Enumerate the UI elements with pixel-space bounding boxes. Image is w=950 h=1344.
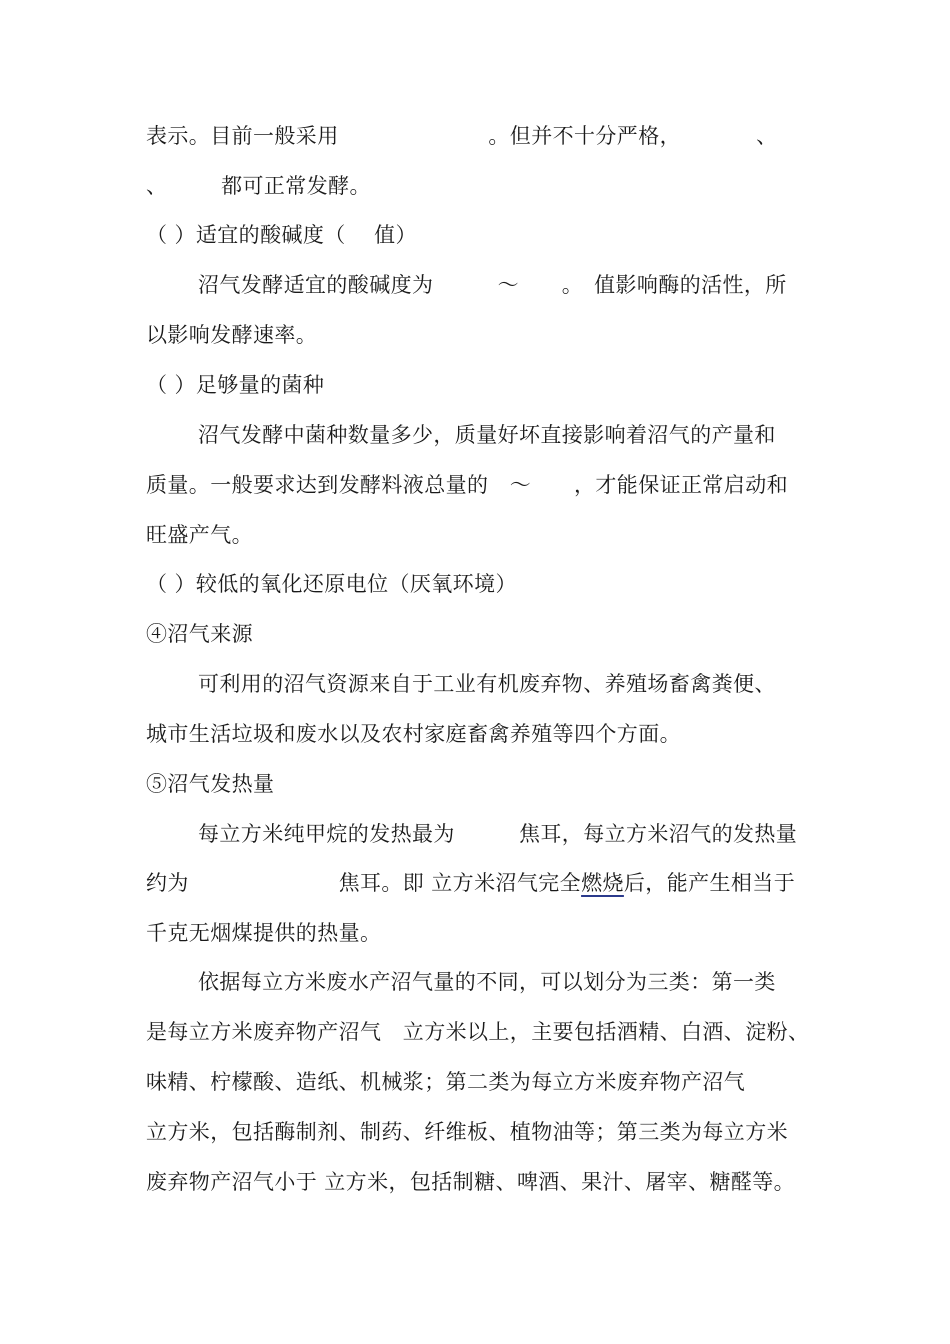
underlined-word: 燃烧 — [581, 871, 624, 895]
section-heading: ⑤沼气发热量 — [146, 772, 275, 796]
paragraph-line: 可利用的沼气资源来自于工业有机废弃物、养殖场畜禽粪便、 — [198, 672, 776, 696]
paragraph-line: 废弃物产沼气小于 立方米，包括制糖、啤酒、果汁、屠宰、糖醛等。 — [146, 1170, 796, 1194]
paragraph-line: 、 都可正常发酵。 — [146, 174, 371, 198]
paragraph-line: 质量。一般要求达到发酵料液总量的 ～ ，才能保证正常启动和 — [146, 473, 788, 497]
paragraph-text: 约为 焦耳。即 立方米沼气完全 — [146, 871, 582, 895]
section-heading: ④沼气来源 — [146, 622, 253, 646]
paragraph-line: 立方米，包括酶制剂、制药、纤维板、植物油等；第三类为每立方米 — [146, 1120, 788, 1144]
paragraph-line — [146, 869, 795, 897]
section-heading: （ ）适宜的酸碱度（ 值） — [146, 223, 417, 247]
paragraph-text: 后，能产生相当于 — [623, 871, 796, 895]
paragraph-line: 依据每立方米废水产沼气量的不同，可以划分为三类：第一类 — [198, 970, 776, 994]
section-heading: （ ）足够量的菌种 — [146, 373, 325, 397]
paragraph-line: 每立方米纯甲烷的发热最为 焦耳，每立方米沼气的发热量 — [198, 822, 798, 846]
paragraph-line: 表示。目前一般采用 。但并不十分严格， 、 — [146, 124, 778, 148]
paragraph-line: 沼气发酵中菌种数量多少，质量好坏直接影响着沼气的产量和 — [198, 423, 776, 447]
paragraph-line: 千克无烟煤提供的热量。 — [146, 921, 382, 945]
paragraph-line: 以影响发酵速率。 — [146, 323, 318, 347]
paragraph-line: 味精、柠檬酸、造纸、机械浆；第二类为每立方米废弃物产沼气 — [146, 1070, 746, 1094]
section-heading: （ ）较低的氧化还原电位（厌氧环境） — [146, 572, 517, 596]
paragraph-line: 旺盛产气。 — [146, 523, 253, 547]
paragraph-line: 是每立方米废弃物产沼气 立方米以上，主要包括酒精、白酒、淀粉、 — [146, 1020, 810, 1044]
paragraph-line: 城市生活垃圾和废水以及农村家庭畜禽养殖等四个方面。 — [146, 722, 681, 746]
paragraph-line: 沼气发酵适宜的酸碱度为 ～ 。 值影响酶的活性，所 — [198, 273, 787, 297]
